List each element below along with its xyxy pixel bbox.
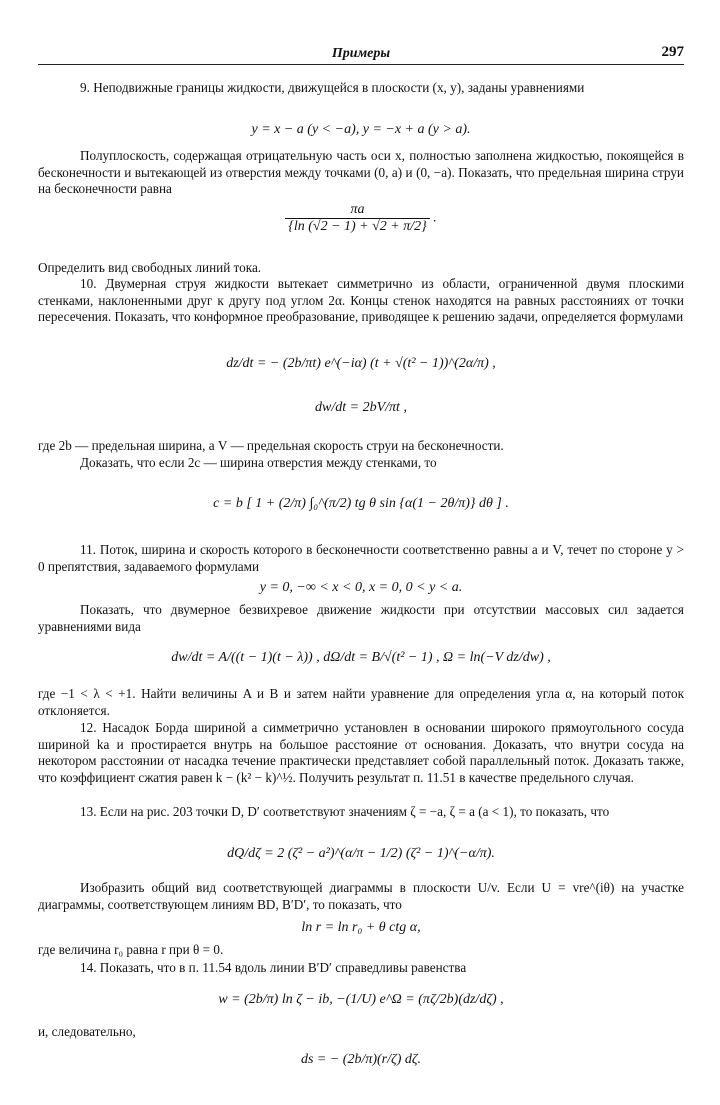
problem-9-text: Полуплоскость, содержащая отрицательную часть оси x, полностью заполнена жидкостью, покоящейся в бесконечности и вытекающей из отверстия между точками (0, a) и (0, −a). Показать, что предельная ширина струи на бесконечности равна [38, 148, 684, 197]
formula-9b: $\frac{\pi a}{\{\ln (√2 - 1) + √2 + \pi/2\}}$ . [38, 202, 684, 235]
formula-13b: ln r = ln r₀ + θ ctg α, [301, 920, 421, 935]
problem-10-definitions: где 2b — предельная ширина, а V — предельная скорость струи на бесконечности. [38, 438, 504, 453]
problem-9-question: Определить вид свободных линий тока. [38, 260, 262, 275]
problem-13-definition: где величина r₀ равна r при θ = 0. [38, 942, 224, 957]
formula-10a: dz/dt = − (2b/πt) e^(−iα) (t + √(t² − 1))^(2α/π) , [226, 356, 496, 371]
problem-13-statement: 13. Если на рис. 203 точки D, D′ соответствуют значениям ζ = −a, ζ = a (a < 1), то показать, что [80, 804, 610, 819]
problem-9-statement: 9. Неподвижные границы жидкости, движущейся в плоскости (x, y), заданы уравнениями [80, 80, 585, 95]
formula-9b-numerator: πa [285, 202, 430, 219]
formula-11b: dw/dt = A/((t − 1)(t − λ)) , dΩ/dt = B/√(t² − 1) , Ω = ln(−V dz/dw) , [171, 650, 551, 665]
problem-11-question: где −1 < λ < +1. Найти величины A и B и затем найти уравнение для определения угла α, на который поток отклоняется. [38, 686, 684, 718]
formula-10b: dw/dt = 2bV/πt , [315, 400, 407, 415]
problem-12-statement: 12. Насадок Борда шириной a симметрично установлен в основании широкого прямоугольного сосуда шириной ka и простирается внутрь на большое расстояние от основания. Доказать, что внутри сосуда на некотором расстоянии от насадка течение практически представляет собой параллельный поток. Доказать также, что коэффициент сжатия равен k − (k² − k)^½. Получить результат п. 11.51 в качестве предельного случая. [38, 720, 684, 785]
formula-13a: dQ/dζ = 2 (ζ² − a²)^(α/π − 1/2) (ζ² − 1)^(−α/π). [227, 846, 495, 861]
problem-13-text: Изобразить общий вид соответствующей диаграммы в плоскости U/v. Если U = vre^(iθ) на участке диаграммы, соответствующем линиям BD, B′D′, то показать, что [38, 880, 684, 912]
formula-9a: y = x − a (y < −a), y = −x + a (y > a). [251, 122, 471, 137]
problem-10-statement: 10. Двумерная струя жидкости вытекает симметрично из области, ограниченной двумя плоскими стенками, наклоненными друг к другу под углом 2α. Концы стенок находятся на равных расстояниях от точки пересечения. Показать, что конформное преобразование, приводящее к решению задачи, определяется формулами [38, 276, 684, 325]
problem-10-question: Доказать, что если 2c — ширина отверстия между стенками, то [80, 455, 437, 470]
page [38, 40, 684, 65]
formula-14b: ds = − (2b/π)(r/ζ) dζ. [300, 1052, 422, 1067]
formula-9b-denominator: {ln (√2 − 1) + √2 + π/2} [288, 219, 427, 234]
problem-11-text: Показать, что двумерное безвихревое движение жидкости при отсутствии массовых сил задается уравнениями вида [38, 602, 684, 634]
problem-11-statement: 11. Поток, ширина и скорость которого в бесконечности соответственно равны a и V, течет по стороне y > 0 препятствия, задаваемого формулами [38, 542, 684, 574]
formula-14a: w = (2b/π) ln ζ − ib, −(1/U) e^Ω = (πζ/2b)(dz/dζ) , [218, 992, 504, 1007]
running-header [38, 40, 684, 65]
section-title: Примеры [331, 46, 391, 61]
formula-10c: c = b [ 1 + (2/π) ∫₀^(π/2) tg θ sin {α(1 − 2θ/π)} dθ ] . [213, 496, 509, 511]
page-number: 297 [661, 44, 684, 60]
problem-14-statement: 14. Показать, что в п. 11.54 вдоль линии B′D′ справедливы равенства [80, 960, 467, 975]
problem-14-conclusion: и, следовательно, [38, 1024, 136, 1039]
formula-11a: y = 0, −∞ < x < 0, x = 0, 0 < y < a. [259, 580, 463, 595]
